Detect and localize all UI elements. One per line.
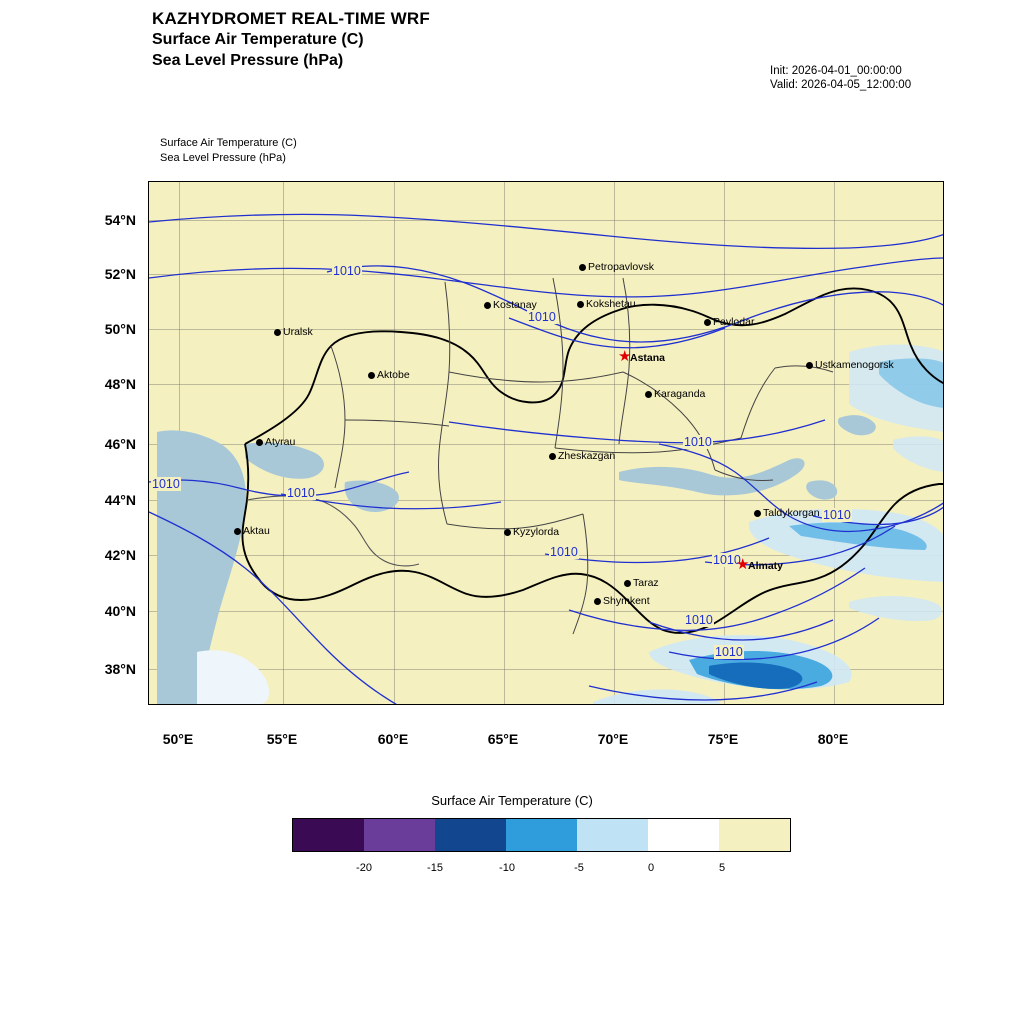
city-dot-icon [368,372,375,379]
city-label: Astana [630,352,666,364]
lat-tick-label: 50°N [104,321,136,337]
header-title-block [152,8,430,71]
lon-tick-label: 60°E [377,731,409,747]
lon-tick-label: 65°E [487,731,519,747]
colorbar-swatch-2 [435,819,506,851]
run-metadata [770,64,911,92]
colorbar-tick-label: 0 [647,862,655,874]
city-dot-icon [806,362,813,369]
colorbar-swatch-1 [364,819,435,851]
colorbar-tick-label: -5 [574,862,584,874]
isobar-label: 1010 [333,264,361,278]
city-dot-icon [234,528,241,535]
city-label: Kyzylorda [513,526,560,538]
isobar-label: 1010 [528,310,556,324]
city-dot-icon [624,580,631,587]
city-label: Petropavlovsk [588,261,654,273]
lon-tick-label: 55°E [266,731,298,747]
weather-map[interactable] [148,181,944,705]
lon-tick-label: 80°E [817,731,849,747]
city-label: Atyrau [265,436,296,448]
title-subtitle-pressure: Sea Level Pressure (hPa) [152,52,344,69]
lat-tick-label: 46°N [104,436,136,452]
colorbar-swatch-5 [648,819,719,851]
colorbar-ticks [292,862,802,882]
city-dot-icon [754,510,761,517]
colorbar-swatch-0 [293,819,364,851]
colorbar-title: Surface Air Temperature (C) [431,793,593,808]
isobar-label: 1010 [823,508,851,522]
isobar-label: 1010 [684,435,712,449]
city-label: Aktobe [377,369,410,381]
map-inset-label-pressure: Sea Level Pressure (hPa) [160,152,286,164]
city-label: Almaty [748,560,784,572]
colorbar-swatch-6 [719,819,790,851]
isobar-label: 1010 [715,645,743,659]
city-dot-icon [504,529,511,536]
city-label: Zheskazgan [558,450,616,462]
page-title: KAZHYDROMET REAL-TIME WRF [152,9,430,28]
lat-tick-label: 52°N [104,266,136,282]
city-label: Aktau [243,525,270,537]
city-dot-icon [594,598,601,605]
isobar-label: 1010 [713,553,741,567]
capital-star-icon: ★ [736,556,750,573]
lake-zaysan [838,415,876,435]
lake-alakol [806,480,837,499]
colorbar-tick-label: 5 [718,862,726,874]
colorbar-tick-label: -10 [499,862,515,874]
city-label: Ustkamenogorsk [815,359,894,371]
title-subtitle-temperature: Surface Air Temperature (C) [152,31,364,48]
isobar-label: 1010 [152,477,180,491]
city-label: Taldykorgan [763,507,820,519]
city-label: Shymkent [603,595,650,607]
map-inset-label [160,136,297,166]
city-dot-icon [645,391,652,398]
city-label: Kokshetau [586,298,636,310]
city-label: Pavlodar [713,316,755,328]
lat-tick-label: 40°N [104,603,136,619]
capital-star-icon: ★ [618,348,632,365]
city-dot-icon [484,302,491,309]
lon-tick-label: 50°E [162,731,194,747]
city-label: Taraz [633,577,659,589]
lat-tick-label: 48°N [104,376,136,392]
lon-tick-label: 75°E [707,731,739,747]
colorbar-swatch-4 [577,819,648,851]
isobar-label: 1010 [685,613,713,627]
isobar-label: 1010 [287,486,315,500]
map-inset-label-temperature: Surface Air Temperature (C) [160,137,297,149]
city-label: Karaganda [654,388,706,400]
cold-region-caspian [197,650,269,704]
lat-tick-label: 44°N [104,492,136,508]
city-dot-icon [549,453,556,460]
city-dot-icon [256,439,263,446]
lon-tick-label: 70°E [597,731,629,747]
city-dot-icon [577,301,584,308]
colorbar [292,818,791,852]
colorbar-tick-label: -15 [427,862,443,874]
lat-tick-label: 54°N [104,212,136,228]
isobar-label: 1010 [550,545,578,559]
colorbar-swatch-3 [506,819,577,851]
city-label: Kostanay [493,299,537,311]
lake-balkhash [619,458,805,495]
colorbar-tick-label: -20 [356,862,372,874]
init-time: Init: 2026-04-01_00:00:00 [770,65,902,77]
lat-tick-label: 42°N [104,547,136,563]
city-dot-icon [704,319,711,326]
lat-tick-label: 38°N [104,661,136,677]
city-dot-icon [274,329,281,336]
city-dot-icon [579,264,586,271]
valid-time: Valid: 2026-04-05_12:00:00 [770,79,912,91]
city-label: Uralsk [283,326,313,338]
